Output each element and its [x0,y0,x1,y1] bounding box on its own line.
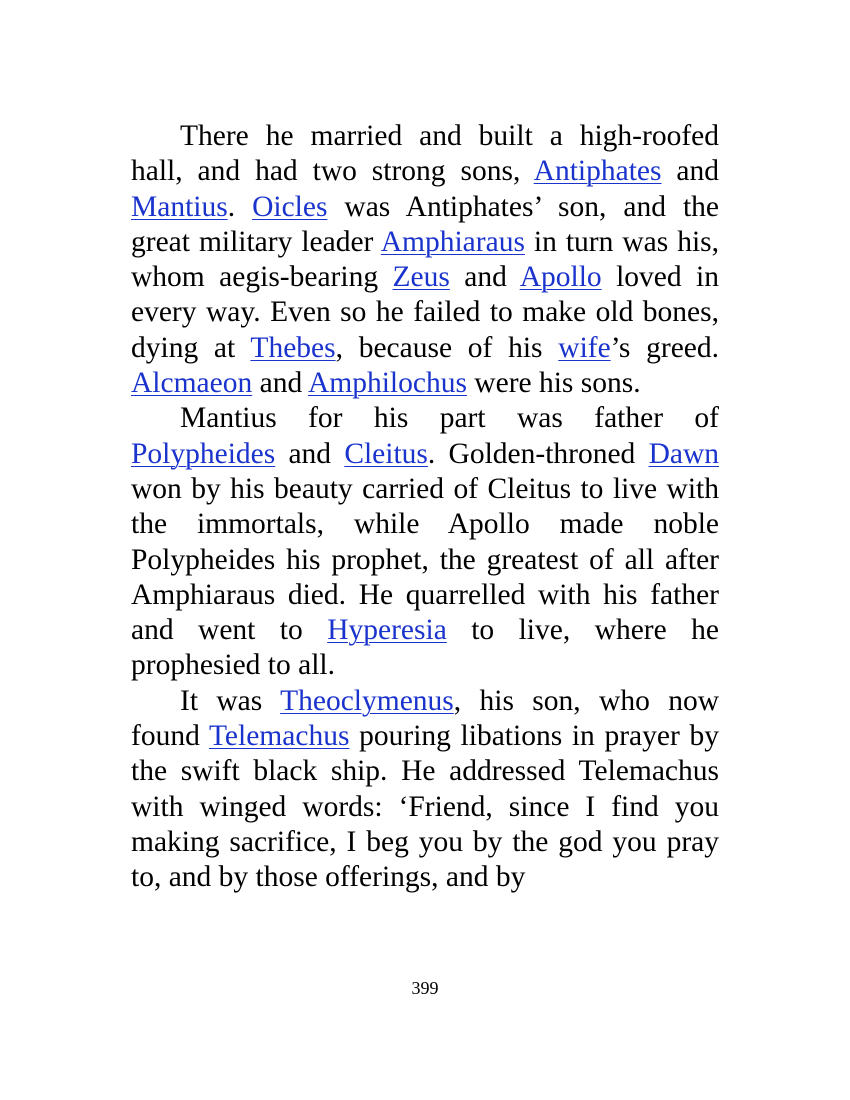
link-amphiaraus[interactable]: Amphiaraus [380,225,525,258]
link-dawn[interactable]: Dawn [648,437,720,470]
link-hyperesia[interactable]: Hyperesia [327,614,447,647]
text-run: There he married and built a high-roofed hall, and had two strong sons, [131,120,719,188]
text-run: . Golden-throned [427,437,649,470]
link-theoclymenus[interactable]: Theoclymenus [280,684,454,717]
link-telemachus[interactable]: Telemachus [208,720,350,753]
text-run: and [449,261,520,294]
text-run: and [275,437,345,470]
link-mantius[interactable]: Mantius [131,190,228,223]
link-polypheides[interactable]: Polypheides [131,437,276,470]
text-run: Mantius for his part was father of [180,402,719,435]
text-run: It was [180,684,281,717]
text-run: loved in every way. Even so he failed to make old bones, dying at [131,261,719,364]
paragraph-1 [131,119,719,401]
page-body [131,119,719,896]
link-zeus[interactable]: Zeus [392,261,450,294]
link-antiphates[interactable]: Antiphates [533,155,662,188]
link-alcmaeon[interactable]: Alcmaeon [131,367,253,400]
text-run: were his sons. [466,367,641,400]
text-run: and [252,367,308,400]
link-oicles[interactable]: Oicles [252,190,328,223]
text-run: was Antiphates’ son, and the great military leader [131,190,720,258]
text-run: pouring libations in prayer by the swift black ship. He addressed Telemachus with winged words: ‘Friend, since I find you making sacrifice, I beg you by the god you pray to, and by those offerings, and by [131,720,719,894]
link-amphilochus[interactable]: Amphilochus [307,367,467,400]
text-run: ’s greed. [610,331,719,364]
paragraph-3 [131,684,719,896]
text-run: to live, where he prophesied to all. [131,614,720,682]
link-cleitus[interactable]: Cleitus [344,437,428,470]
paragraph-2 [131,401,719,683]
link-wife[interactable]: wife [558,331,611,364]
text-run: and [661,155,720,188]
text-run: , his son, who now found [131,684,719,753]
link-thebes[interactable]: Thebes [250,331,336,364]
link-apollo[interactable]: Apollo [519,261,602,294]
text-run: in turn was his, whom aegis-bearing [131,225,719,294]
text-run: won by his beauty carried of Cleitus to live with the immortals, while Apollo made noble Polypheides his prophet, the greatest of all after Amphiaraus died. He quarrelled with his father and went to [131,472,719,647]
text-run: , because of his [335,331,559,364]
text-run: . [227,190,253,223]
page-number: 399 [411,978,439,998]
